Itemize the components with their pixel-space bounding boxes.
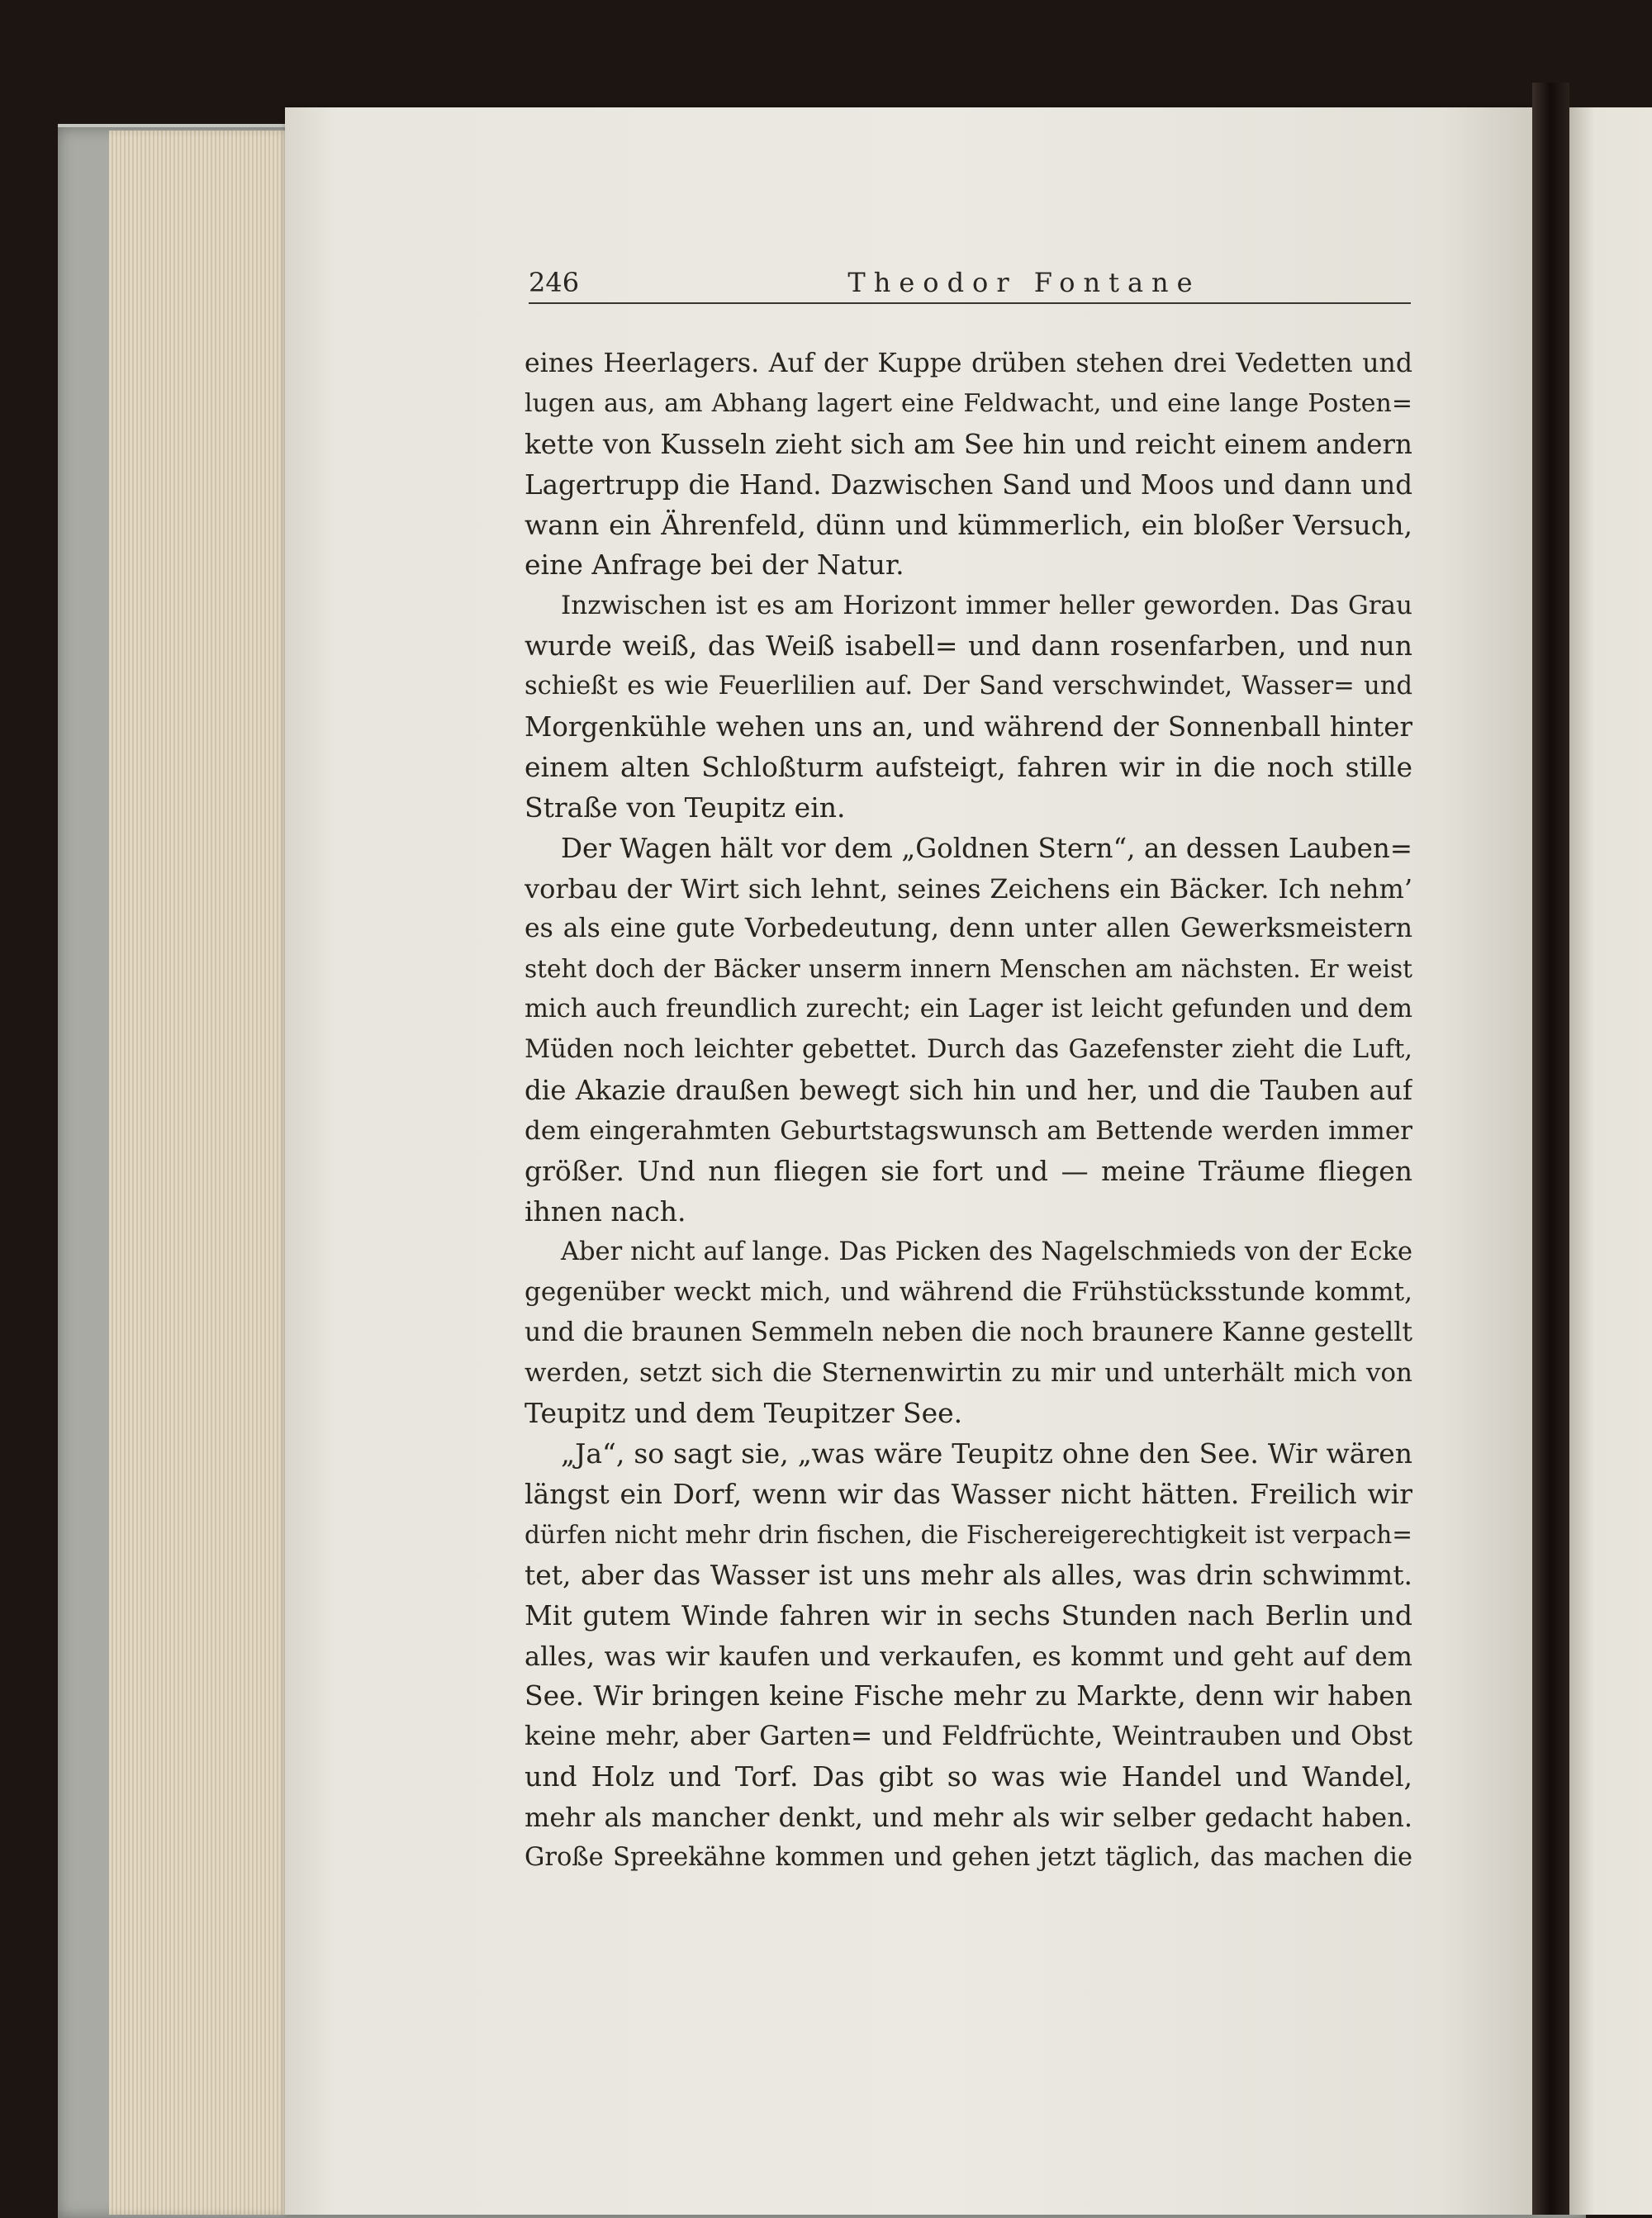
text-line: Inzwischen ist es am Horizont immer heller geworden. Das Grau (561, 591, 1412, 621)
text-line: kette von Kusseln zieht sich am See hin und reicht einem andern (525, 428, 1412, 460)
text-line: lugen aus, am Abhang lagert eine Feldwacht, und eine lange Posten= (525, 388, 1412, 418)
body-text (525, 344, 1412, 1878)
text-line: See. Wir bringen keine Fische mehr zu Markte, denn wir haben (525, 1679, 1412, 1712)
text-line: wann ein Ährenfeld, dünn und kümmerlich, ein bloßer Versuch, (525, 508, 1412, 541)
text-line: einem alten Schloßturm aufsteigt, fahren wir in die noch stille (525, 750, 1412, 783)
facing-page (1569, 107, 1652, 2215)
text-line: und Holz und Torf. Das gibt so was wie Handel und Wandel, (525, 1760, 1412, 1793)
text-line: Große Spreekähne kommen und gehen jetzt täglich, das machen die (525, 1842, 1412, 1872)
text-line: längst ein Dorf, wenn wir das Wasser nicht hätten. Freilich wir (525, 1477, 1412, 1510)
page-number: 246 (529, 267, 580, 298)
text-line: eines Heerlagers. Auf der Kuppe drüben stehen drei Vedetten und (525, 349, 1412, 378)
text-line: die Akazie draußen bewegt sich hin und her, und die Tauben auf (525, 1075, 1412, 1107)
text-line: keine mehr, aber Garten= und Feldfrüchte, Weintrauben und Obst (525, 1722, 1412, 1752)
text-line: mich auch freundlich zurecht; ein Lager ist leicht gefunden und dem (525, 995, 1412, 1024)
text-line: mehr als mancher denkt, und mehr als wir selber gedacht haben. (525, 1802, 1412, 1834)
text-line: eine Anfrage bei der Natur. (525, 549, 904, 582)
text-line: dürfen nicht mehr drin fischen, die Fischereigerechtigkeit ist verpach= (525, 1520, 1412, 1549)
text-line: ihnen nach. (525, 1194, 686, 1228)
text-line: und die braunen Semmeln neben die noch braunere Kanne gestellt (525, 1318, 1412, 1348)
text-line: es als eine gute Vorbedeutung, denn unter allen Gewerksmeistern (525, 914, 1412, 944)
text-line: dem eingerahmten Geburtstagswunsch am Bettende werden immer (525, 1115, 1412, 1146)
text-line: gegenüber weckt mich, und während die Frühstücksstunde kommt, (525, 1277, 1412, 1308)
text-line: Mit gutem Winde fahren wir in sechs Stunden nach Berlin und (525, 1598, 1412, 1631)
text-line: Morgenkühle wehen uns an, und während der Sonnenball hinter (525, 711, 1412, 743)
running-head (529, 263, 1411, 304)
running-title: Theodor Fontane (847, 267, 1201, 298)
text-line: Der Wagen hält vor dem „Goldnen Stern“, an dessen Lauben= (561, 832, 1412, 864)
text-line: Straße von Teupitz ein. (525, 791, 846, 824)
text-line: Aber nicht auf lange. Das Picken des Nagelschmieds von der Ecke (561, 1237, 1412, 1266)
text-line: steht doch der Bäcker unserm innern Menschen am nächsten. Er weist (525, 955, 1412, 984)
text-line: Lagertrupp die Hand. Dazwischen Sand und Moos und dann und (525, 468, 1412, 501)
text-line: „Ja“, so sagt sie, „was wäre Teupitz ohne den See. Wir wären (561, 1437, 1412, 1470)
text-line: Teupitz und dem Teupitzer See. (525, 1397, 963, 1430)
page-edges (109, 131, 291, 2215)
text-line: größer. Und nun fliegen sie fort und — meine Träume fliegen (525, 1154, 1412, 1187)
book-gutter (1532, 83, 1569, 2215)
text-line: vorbau der Wirt sich lehnt, seines Zeichens ein Bäcker. Ich nehm’ (525, 872, 1412, 905)
text-line: werden, setzt sich die Sternenwirtin zu mir und unterhält mich von (525, 1358, 1412, 1389)
text-line: tet, aber das Wasser ist uns mehr als alles, was drin schwimmt. (525, 1558, 1412, 1591)
text-line: alles, was wir kaufen und verkaufen, es kommt und geht auf dem (525, 1640, 1412, 1672)
text-line: wurde weiß, das Weiß isabell= und dann rosenfarben, und nun (525, 629, 1412, 663)
text-line: Müden noch leichter gebettet. Durch das Gazefenster zieht die Luft, (525, 1035, 1412, 1065)
text-line: schießt es wie Feuerlilien auf. Der Sand verschwindet, Wasser= und (525, 672, 1412, 701)
